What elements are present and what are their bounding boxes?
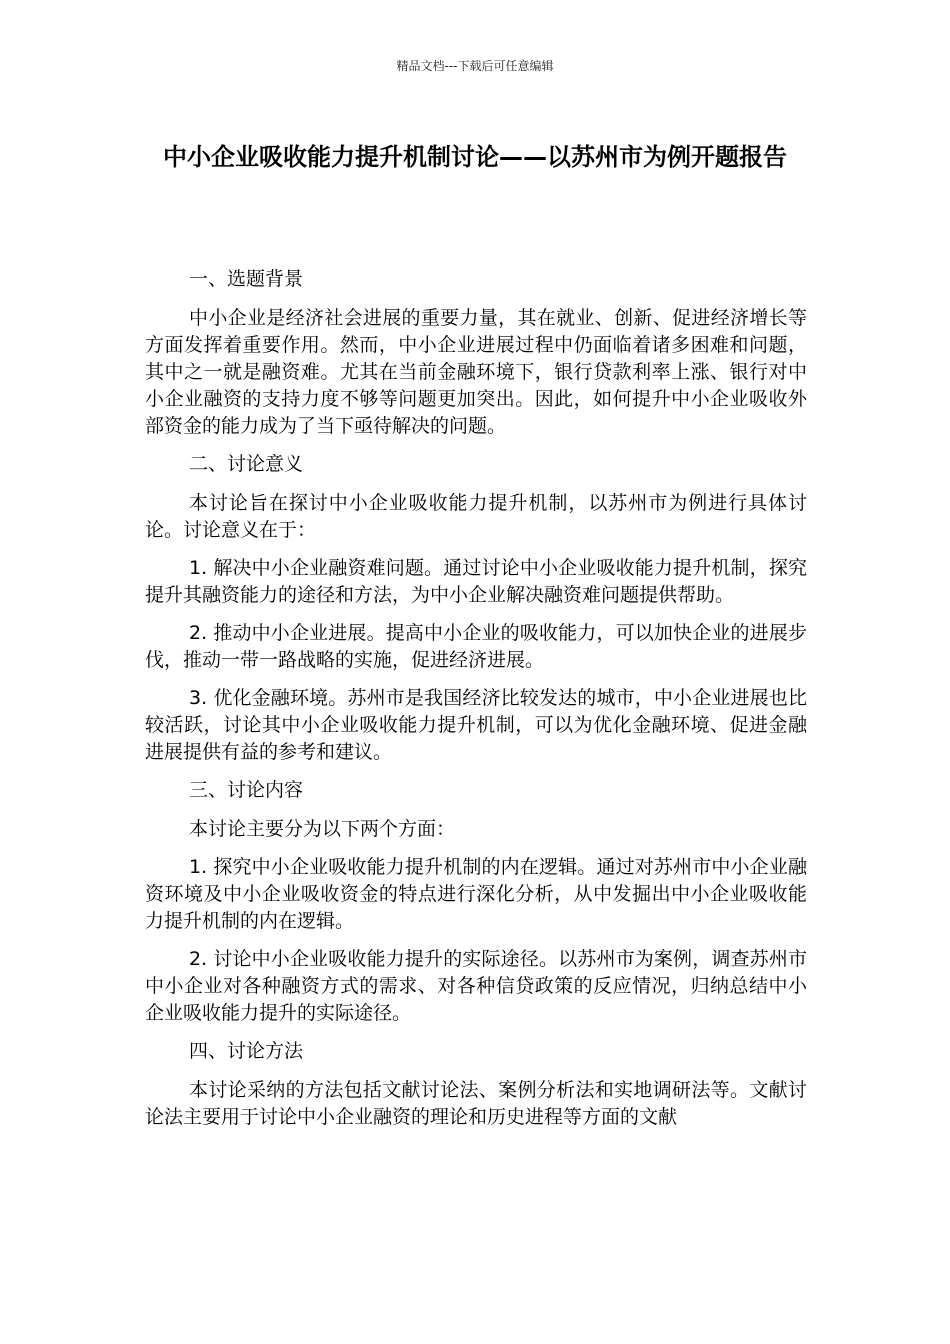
document-title: 中小企业吸收能力提升机制讨论——以苏州市为例开题报告: [163, 143, 787, 171]
paragraph: 本讨论旨在探讨中小企业吸收能力提升机制，以苏州市为例进行具体讨论。讨论意义在于：: [145, 492, 807, 541]
list-item: 2. 推动中小企业进展。提高中小企业的吸收能力，可以加快企业的进展步伐，推动一带一路战略的实施，促进经济进展。: [145, 622, 807, 671]
paragraph: 中小企业是经济社会进展的重要力量，其在就业、创新、促进经济增长等方面发挥着重要作用。然而，中小企业进展过程中仍面临着诸多困难和问题，其中之一就是融资难。尤其在当前金融环境下，银行贷款利率上涨、银行对中小企业融资的支持力度不够等问题更加突出。因此，如何提升中小企业吸收外部资金的能力成为了当下亟待解决的问题。: [145, 307, 807, 437]
paragraph: 本讨论主要分为以下两个方面：: [189, 818, 456, 840]
list-item: 3. 优化金融环境。苏州市是我国经济比较发达的城市，中小企业进展也比较活跃，讨论其中小企业吸收能力提升机制，可以为优化金融环境、促进金融进展提供有益的参考和建议。: [145, 687, 807, 763]
list-item: 1. 探究中小企业吸收能力提升机制的内在逻辑。通过对苏州市中小企业融资环境及中小企业吸收资金的特点进行深化分析，从中发掘出中小企业吸收能力提升机制的内在逻辑。: [145, 856, 807, 932]
section-heading: 三、讨论内容: [189, 779, 304, 801]
section-heading: 二、讨论意义: [189, 453, 304, 475]
page-header-note: 精品文档---下载后可任意编辑: [396, 59, 554, 73]
section-heading: 四、讨论方法: [189, 1040, 304, 1062]
section-heading: 一、选题背景: [189, 268, 304, 290]
list-item: 1. 解决中小企业融资难问题。通过讨论中小企业吸收能力提升机制，探究提升其融资能力的途径和方法，为中小企业解决融资难问题提供帮助。: [145, 557, 807, 606]
list-item: 2. 讨论中小企业吸收能力提升的实际途径。以苏州市为案例，调查苏州市中小企业对各种融资方式的需求、对各种信贷政策的反应情况，归纳总结中小企业吸收能力提升的实际途径。: [145, 948, 807, 1024]
document-body: [145, 266, 807, 1142]
paragraph: 本讨论采纳的方法包括文献讨论法、案例分析法和实地调研法等。文献讨论法主要用于讨论中小企业融资的理论和历史进程等方面的文献: [145, 1079, 807, 1128]
